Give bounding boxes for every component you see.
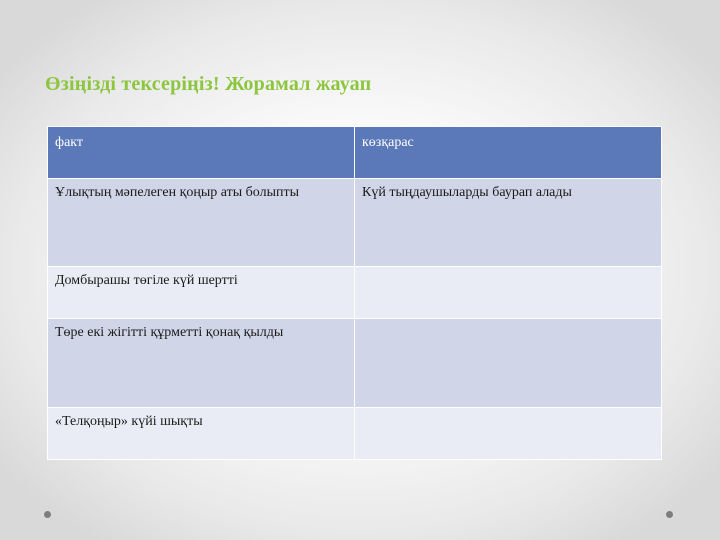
opinion-cell: Күй тыңдаушыларды баурап алады	[355, 179, 662, 267]
decorative-dot-left	[44, 511, 51, 518]
table-row	[48, 267, 662, 319]
table-row	[48, 319, 662, 408]
fact-opinion-table	[47, 126, 662, 460]
opinion-cell	[355, 319, 662, 408]
opinion-cell	[355, 267, 662, 319]
table-header-row	[48, 127, 662, 179]
header-fact: факт	[48, 127, 355, 179]
slide-title: Өзіңізді тексеріңіз! Жорамал жауап	[45, 73, 372, 95]
fact-cell: Ұлықтың мәпелеген қоңыр аты болыпты	[48, 179, 355, 267]
header-opinion: көзқарас	[355, 127, 662, 179]
table-row	[48, 179, 662, 267]
fact-cell: Төре екі жігітті құрметті қонақ қылды	[48, 319, 355, 408]
table-row	[48, 408, 662, 460]
fact-cell: «Телқоңыр» күйі шықты	[48, 408, 355, 460]
fact-cell: Домбырашы төгіле күй шертті	[48, 267, 355, 319]
decorative-dot-right	[666, 511, 673, 518]
opinion-cell	[355, 408, 662, 460]
